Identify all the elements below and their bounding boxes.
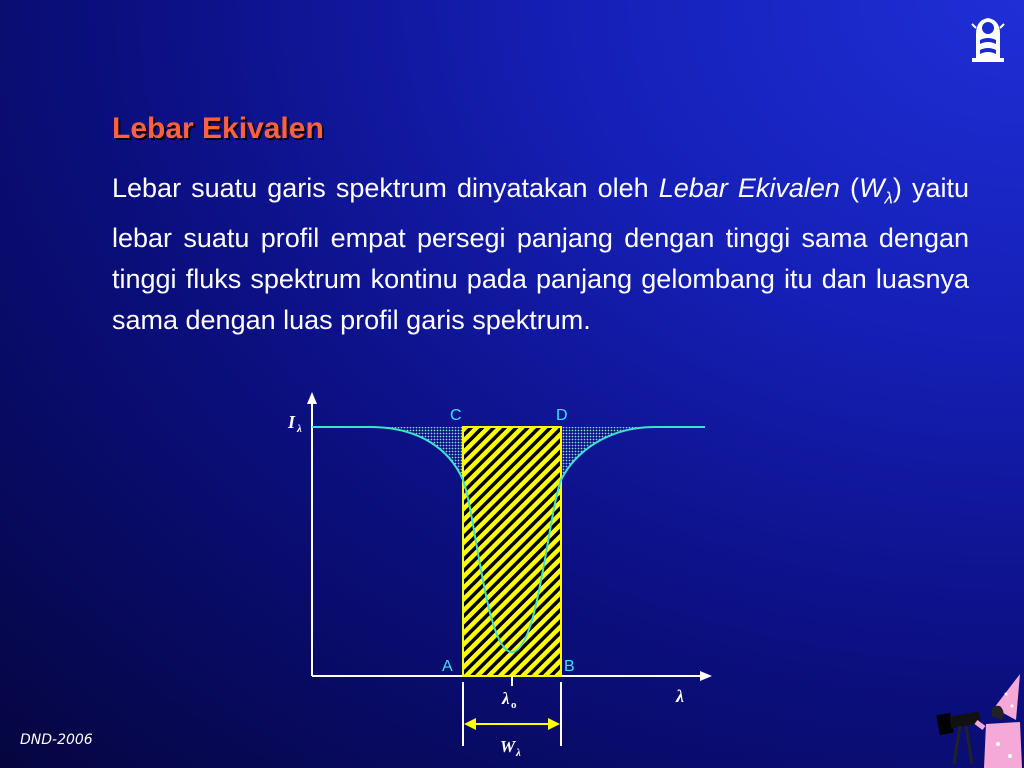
- slide-title: Lebar Ekivalen: [112, 112, 324, 145]
- definition-paragraph: [112, 168, 969, 341]
- paragraph-part1: Lebar suatu garis spektrum dinyatakan oleh: [112, 173, 659, 203]
- width-arrow-left-head: [464, 718, 476, 730]
- y-axis-label: I: [288, 412, 296, 432]
- right-wing-area: [561, 427, 655, 480]
- y-axis-arrow: [307, 392, 317, 404]
- width-label: W: [500, 737, 516, 756]
- corner-label-c: C: [450, 407, 462, 424]
- equivalent-width-diagram: [280, 390, 720, 768]
- corner-label-b: B: [564, 658, 575, 675]
- term-lebar-ekivalen: Lebar Ekivalen: [658, 173, 840, 203]
- equivalent-width-symbol: $W_\lambda$: [859, 173, 893, 208]
- width-arrow-right-head: [548, 718, 560, 730]
- paragraph-part2: ) yaitu lebar suatu profil empat persegi panjang dengan tinggi sama dengan tinggi fluks spektrum kontinu pada panjang gelombang itu dan luasnya sama dengan luas profil garis spektrum.: [112, 173, 969, 336]
- width-subscript: λ: [516, 747, 521, 759]
- paragraph-open-paren: (: [839, 173, 860, 203]
- wizard-telescope-icon: [936, 668, 1024, 768]
- center-wavelength-label: λ: [502, 689, 510, 708]
- ganesha-logo-icon: [968, 10, 1008, 64]
- x-axis-arrow: [700, 671, 712, 681]
- x-axis-label: λ: [676, 686, 684, 706]
- corner-label-a: A: [442, 658, 453, 675]
- y-axis-subscript: λ: [297, 423, 302, 435]
- corner-label-d: D: [556, 407, 568, 424]
- footer-credit: DND-2006: [20, 732, 93, 748]
- center-wavelength-subscript: o: [511, 699, 517, 711]
